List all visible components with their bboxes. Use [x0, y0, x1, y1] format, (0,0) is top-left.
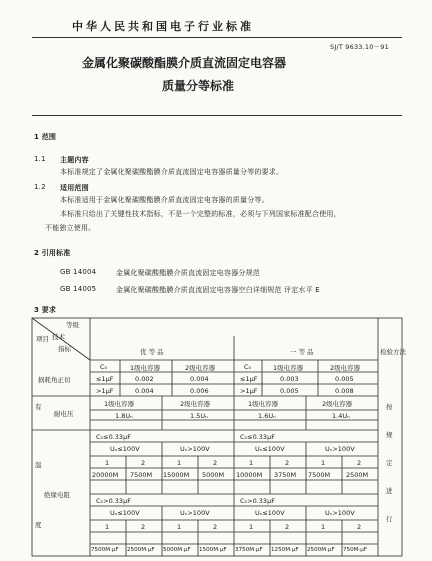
ir-value: 5000M — [202, 471, 225, 479]
voltage-header: 1级电容器 — [104, 400, 135, 408]
ir-grade: 1 — [177, 459, 182, 467]
corner-grade-label: 等级 — [66, 321, 79, 329]
ir-grade: 1 — [105, 523, 110, 531]
ir-value: 2500M — [346, 471, 369, 479]
remark-char: 进 — [386, 487, 393, 495]
row-label-insulation-resistance: 绝缘电阻 — [44, 491, 70, 499]
tan-header: C₀ — [244, 363, 252, 371]
section1-1-title: 主题内容 — [60, 156, 89, 164]
left-edge-char: 度 — [35, 521, 42, 529]
reference-title: 金属化聚碳酸酯膜介质直流固定电容器空白详细规范 评定水平 E — [116, 286, 320, 294]
section1-1-text: 本标准规定了金属化聚碳酸酯膜介质直流固定电容器质量分等的要求。 — [60, 168, 284, 176]
ir-grade: 1 — [249, 459, 254, 467]
ir-grade: 1 — [249, 523, 254, 531]
ir-condition: Uₙ≤100V — [255, 509, 285, 517]
ir-value: 1500M·μF — [199, 547, 227, 553]
corner-index-label: 指标 — [58, 345, 71, 353]
ir-value: 1250M·μF — [271, 547, 299, 553]
ir-condition: Uₙ≤100V — [110, 445, 140, 453]
ir-value: 3750M — [274, 471, 297, 479]
ir-grade: 2 — [285, 459, 290, 467]
ir-condition: C₀≤0.33μF — [240, 433, 275, 441]
remark-char: 定 — [386, 459, 393, 467]
section1-heading: 1 范围 — [34, 133, 57, 141]
tan-header: 2级电容器 — [185, 364, 216, 372]
tan-cell: 0.006 — [190, 387, 209, 395]
ir-grade: 2 — [285, 523, 290, 531]
ir-value: 750M·μF — [343, 547, 368, 553]
org-header: 中华人民共和国电子行业标准 — [72, 20, 254, 33]
section1-2-text: 本标准适用于金属化聚碳酸酯膜介质直流固定电容器的质量分等。 — [60, 196, 269, 204]
reference-code: GB 14004 — [60, 268, 97, 276]
ir-condition: Uₙ>100V — [180, 509, 210, 517]
remark-char: 规 — [386, 431, 393, 439]
tan-cell: 0.002 — [135, 375, 154, 383]
ir-value: 3750M·μF — [235, 547, 263, 553]
voltage-header: 1级电容器 — [248, 400, 279, 408]
ir-grade: 1 — [105, 459, 110, 467]
row-label-withstand-voltage: 耐电压 — [54, 410, 74, 418]
left-edge-char: 有 — [35, 403, 42, 411]
left-edge-char: 温 — [35, 461, 42, 469]
grade-superior: 优 等 品 — [140, 348, 164, 356]
tan-cell: 0.005 — [335, 375, 354, 383]
section1-2-text-line3: 不能独立使用。 — [45, 224, 96, 232]
document-title-line2: 质量分等标准 — [162, 79, 235, 93]
ir-grade: 2 — [141, 523, 146, 531]
ir-grade: 2 — [357, 523, 362, 531]
ir-grade: 2 — [141, 459, 146, 467]
tan-header: 2级电容器 — [330, 364, 361, 372]
voltage-value: 1.4Uₙ — [332, 412, 350, 420]
ir-grade: 2 — [213, 459, 218, 467]
ir-value: 7500M·μF — [91, 547, 119, 553]
ir-value: 7500M — [308, 471, 331, 479]
ir-condition: Uₙ≤100V — [110, 509, 140, 517]
grade-first: 一 等 品 — [290, 348, 314, 356]
ir-condition: Uₙ≤100V — [255, 445, 285, 453]
remark-char: 行 — [386, 515, 393, 523]
test-method-header: 检验方法 — [380, 348, 406, 356]
tan-cell: ≤1μF — [96, 375, 114, 383]
tan-cell: >1μF — [240, 387, 258, 395]
ir-grade: 2 — [357, 459, 362, 467]
tan-cell: >1μF — [96, 387, 114, 395]
section3-heading: 3 要求 — [34, 306, 57, 314]
tan-header: 1级电容器 — [130, 364, 161, 372]
ir-condition: C₀>0.33μF — [96, 497, 131, 505]
ir-value: 20000M — [92, 471, 119, 479]
ir-value: 2500M·μF — [307, 547, 335, 553]
voltage-value: 1.5Uₙ — [190, 412, 208, 420]
section1-2-number: 1.2 — [34, 183, 46, 191]
tan-cell: ≤1μF — [240, 375, 258, 383]
section1-1-number: 1.1 — [34, 155, 46, 163]
tan-cell: 0.004 — [190, 375, 209, 383]
ir-condition: Uₙ>100V — [325, 509, 355, 517]
section1-2-title: 适用范围 — [60, 184, 89, 192]
ir-condition: C₀≤0.33μF — [96, 433, 131, 441]
ir-value: 7500M — [130, 471, 153, 479]
ir-value: 5000M·μF — [163, 547, 191, 553]
corner-item-label: 项目 — [36, 335, 49, 343]
voltage-header: 2级电容器 — [322, 400, 353, 408]
row-label-loss-tangent: 损耗角正切 — [38, 376, 71, 384]
voltage-value: 1.6Uₙ — [258, 412, 276, 420]
ir-condition: C₀>0.33μF — [240, 497, 275, 505]
tan-cell: 0.003 — [280, 375, 299, 383]
ir-condition: Uₙ>100V — [325, 445, 355, 453]
reference-title: 金属化聚碳酸酯膜介质直流固定电容器分规范 — [116, 269, 260, 277]
section1-2-text-line2: 本标准只给出了关键性技术指标，不是一个完整的标准，必须与下列国家标准配合使用， — [60, 210, 341, 218]
ir-value: 15000M — [163, 471, 190, 479]
ir-grade: 1 — [321, 459, 326, 467]
ir-value: 2500M·μF — [127, 547, 155, 553]
tan-header: C₀ — [100, 363, 108, 371]
document-title-line1: 金属化聚碳酸酯膜介质直流固定电容器 — [82, 56, 287, 70]
voltage-value: 1.8Uₙ — [115, 412, 133, 420]
ir-grade: 1 — [321, 523, 326, 531]
remark-char: 按 — [386, 403, 393, 411]
ir-value: 10000M — [236, 471, 263, 479]
tan-cell: 0.008 — [335, 387, 354, 395]
ir-grade: 1 — [177, 523, 182, 531]
voltage-header: 2级电容器 — [180, 400, 211, 408]
tan-cell: 0.004 — [135, 387, 154, 395]
ir-grade: 2 — [213, 523, 218, 531]
ir-condition: Uₙ>100V — [180, 445, 210, 453]
reference-code: GB 14005 — [60, 285, 97, 293]
tan-header: 1级电容器 — [273, 364, 304, 372]
corner-tech-label: 技术 — [52, 333, 65, 341]
section2-heading: 2 引用标准 — [34, 249, 71, 257]
tan-cell: 0.005 — [280, 387, 299, 395]
standard-number: SJ/T 9633.10－91 — [330, 43, 389, 51]
